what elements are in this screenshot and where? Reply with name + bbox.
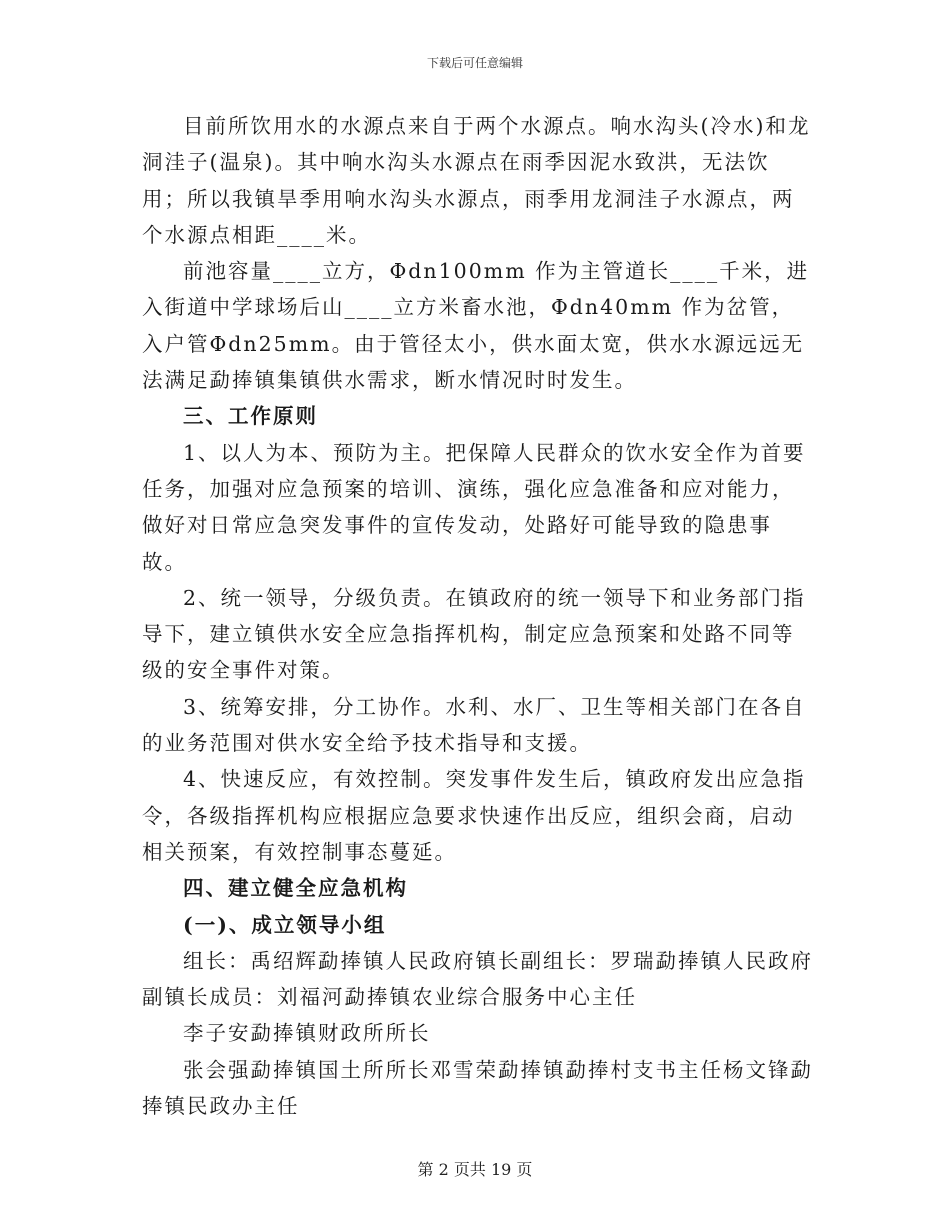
section-heading-principles: 三、工作原则: [183, 404, 318, 429]
paragraph-pool-capacity: 前池容量____立方，Φdn100mm 作为主管道长____千米，进入街道中学球场后山____立方米畜水池，Φdn40mm 作为岔管，入户管Φdn25mm。由于管径太小，供水面太宽，供水水源远远无法满足勐捧镇集镇供水需求，断水情况时时发生。: [142, 259, 810, 393]
paragraph-member-zhang: 张会强勐捧镇国土所所长邓雪荣勐捧镇勐捧村支书主任杨文锋勐捧镇民政办主任: [142, 1057, 813, 1119]
document-body: [142, 108, 814, 1124]
principle-2: 2、统一领导，分级负责。在镇政府的统一领导下和业务部门指导下，建立镇供水安全应急指挥机构，制定应急预案和处路不同等级的安全事件对策。: [142, 585, 806, 683]
page-footer: 第 2 页共 19 页: [417, 1160, 533, 1179]
page-header: 下载后可任意编辑: [426, 56, 523, 70]
paragraph-member-li: 李子安勐捧镇财政所所长: [183, 1021, 431, 1046]
section-heading-emergency-org: 四、建立健全应急机构: [183, 876, 408, 901]
subsection-heading-leadership: (一)、成立领导小组: [183, 912, 387, 937]
principle-1: 1、以人为本、预防为主。把保障人民群众的饮水安全作为首要任务，加强对应急预案的培训、演练，强化应急准备和应对能力，做好对日常应急突发事件的宣传发动，处路好可能导致的隐患事故。: [142, 440, 806, 574]
paragraph-leadership-members: 组长：禹绍辉勐捧镇人民政府镇长副组长：罗瑞勐捧镇人民政府副镇长成员：刘福河勐捧镇农业综合服务中心主任: [142, 948, 813, 1010]
principle-4: 4、快速反应，有效控制。突发事件发生后，镇政府发出应急指令，各级指挥机构应根据应急要求快速作出反应，组织会商，启动相关预案，有效控制事态蔓延。: [142, 767, 806, 864]
principle-3: 3、统筹安排，分工协作。水利、水厂、卫生等相关部门在各自的业务范围对供水安全给予技术指导和支援。: [142, 694, 806, 756]
paragraph-water-source: 目前所饮用水的水源点来自于两个水源点。响水沟头(冷水)和龙洞洼子(温泉)。其中响水沟头水源点在雨季因泥水致洪，无法饮用；所以我镇旱季用响水沟头水源点，雨季用龙洞洼子水源点，两个水源点相距____米。: [142, 114, 811, 247]
